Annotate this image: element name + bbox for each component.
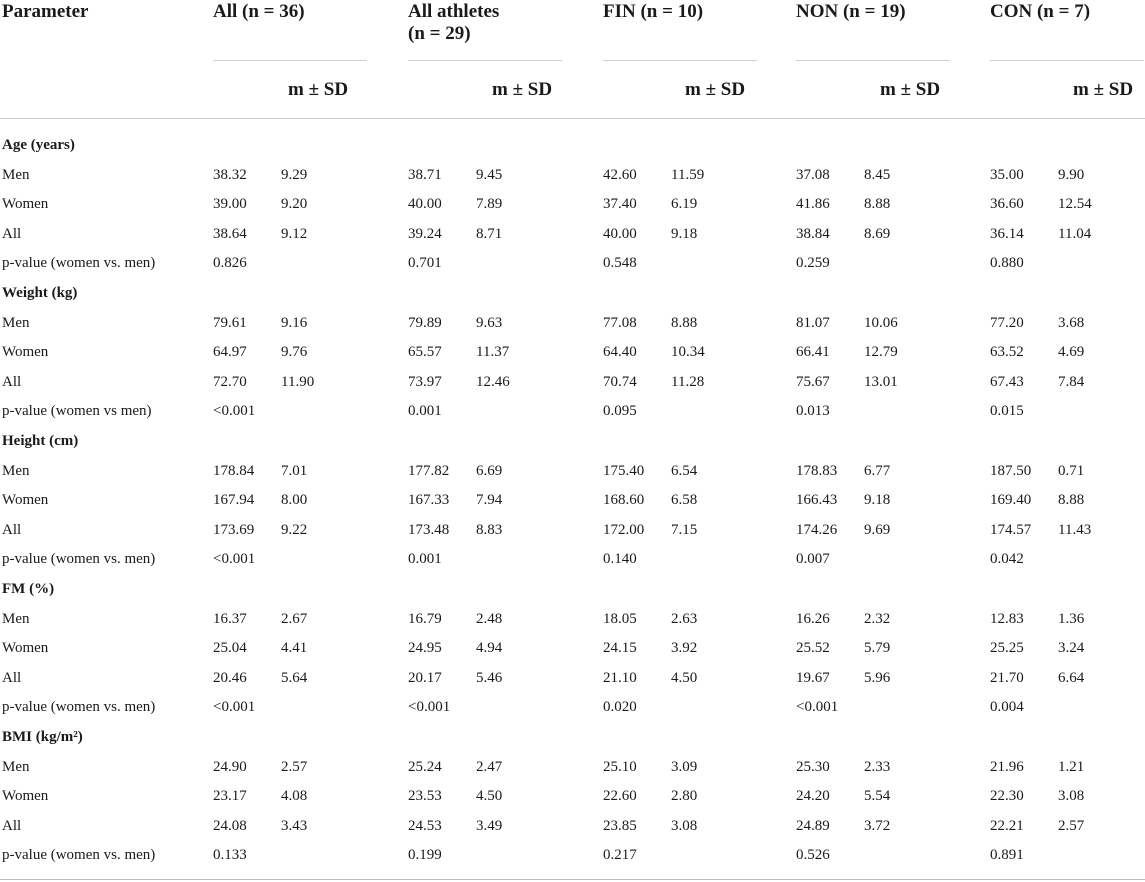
mean-cell: 0.259 [796, 255, 830, 272]
mean-cell: 23.85 [603, 817, 637, 834]
mean-cell: 187.50 [990, 462, 1032, 479]
sd-cell: 2.32 [864, 610, 891, 627]
group-underline [408, 60, 562, 61]
mean-cell: 70.74 [603, 373, 637, 390]
mean-cell: 75.67 [796, 373, 830, 390]
mean-cell: 65.57 [408, 344, 442, 361]
mean-cell: 0.133 [213, 847, 247, 864]
subheader-m-sd: m ± SD [1073, 79, 1134, 100]
mean-cell: 39.00 [213, 196, 247, 213]
row-label: Men [2, 166, 30, 183]
sd-cell: 3.24 [1058, 640, 1085, 657]
subheader-m-sd: m ± SD [880, 79, 941, 100]
sd-cell: 9.29 [281, 166, 308, 183]
table-bottom-rule [0, 879, 1145, 880]
sd-cell: 0.71 [1058, 462, 1085, 479]
sd-cell: 8.83 [476, 521, 503, 538]
mean-cell: 81.07 [796, 314, 830, 331]
sd-cell: 11.59 [671, 166, 705, 183]
subheader-m-sd: m ± SD [685, 79, 746, 100]
mean-cell: 40.00 [603, 225, 637, 242]
sd-cell: 9.18 [671, 225, 698, 242]
sd-cell: 3.09 [671, 758, 698, 775]
mean-cell: 173.69 [213, 521, 255, 538]
row-label: p-value (women vs. men) [2, 551, 156, 568]
sd-cell: 2.67 [281, 610, 308, 627]
table-row [0, 604, 1145, 634]
mean-cell: 77.20 [990, 314, 1024, 331]
mean-cell: 79.61 [213, 314, 247, 331]
mean-cell: 24.95 [408, 640, 442, 657]
mean-cell: 167.94 [213, 492, 255, 509]
mean-cell: 24.90 [213, 758, 247, 775]
sd-cell: 12.79 [864, 344, 898, 361]
mean-cell: 0.548 [603, 255, 637, 272]
section-row [0, 574, 1145, 604]
mean-cell: 0.015 [990, 403, 1024, 420]
mean-cell: 25.30 [796, 758, 830, 775]
mean-cell: 38.32 [213, 166, 247, 183]
header-group-fin: FIN (n = 10) [603, 1, 704, 22]
mean-cell: 79.89 [408, 314, 442, 331]
mean-cell: <0.001 [213, 551, 256, 568]
mean-cell: 24.20 [796, 788, 830, 805]
section-label: Age (years) [2, 137, 75, 153]
mean-cell: 172.00 [603, 521, 645, 538]
row-label: Women [2, 344, 49, 361]
mean-cell: 178.83 [796, 462, 838, 479]
sd-cell: 5.64 [281, 669, 308, 686]
mean-cell: 21.96 [990, 758, 1024, 775]
table-row [0, 781, 1145, 811]
mean-cell: 0.001 [408, 403, 442, 420]
mean-cell: 173.48 [408, 521, 450, 538]
mean-cell: 21.10 [603, 669, 637, 686]
mean-cell: 42.60 [603, 166, 637, 183]
sd-cell: 11.90 [281, 373, 315, 390]
mean-cell: 177.82 [408, 462, 450, 479]
row-label: All [2, 669, 22, 686]
mean-cell: 174.26 [796, 521, 838, 538]
table-row [0, 189, 1145, 219]
table-row [0, 663, 1145, 693]
table-row [0, 515, 1145, 545]
section-label: FM (%) [2, 581, 55, 597]
mean-cell: 37.40 [603, 196, 637, 213]
mean-cell: 23.53 [408, 788, 442, 805]
sd-cell: 11.43 [1058, 521, 1092, 538]
mean-cell: 0.042 [990, 551, 1024, 568]
sd-cell: 8.00 [281, 492, 308, 509]
section-label: Height (cm) [2, 433, 79, 449]
table-row [0, 485, 1145, 515]
table-row [0, 840, 1145, 870]
mean-cell: 0.140 [603, 551, 637, 568]
mean-cell: 174.57 [990, 521, 1032, 538]
header-group-all-athletes: All athletes [408, 1, 500, 22]
table-row [0, 692, 1145, 722]
sd-cell: 3.68 [1058, 314, 1085, 331]
sd-cell: 4.94 [476, 640, 503, 657]
mean-cell: 24.15 [603, 640, 637, 657]
row-label: Men [2, 462, 30, 479]
sd-cell: 4.69 [1058, 344, 1085, 361]
subheader-m-sd: m ± SD [288, 79, 349, 100]
table-row [0, 160, 1145, 190]
sd-cell: 12.46 [476, 373, 510, 390]
sd-cell: 5.46 [476, 669, 503, 686]
sd-cell: 6.77 [864, 462, 891, 479]
mean-cell: 20.46 [213, 669, 247, 686]
mean-cell: 0.880 [990, 255, 1024, 272]
table-row [0, 367, 1145, 397]
row-label: All [2, 373, 22, 390]
sd-cell: 1.36 [1058, 610, 1085, 627]
mean-cell: 0.013 [796, 403, 830, 420]
sd-cell: 7.94 [476, 492, 503, 509]
sd-cell: 8.88 [1058, 492, 1085, 509]
sd-cell: 9.76 [281, 344, 308, 361]
sd-cell: 7.15 [671, 521, 698, 538]
mean-cell: 0.701 [408, 255, 442, 272]
row-label: Men [2, 610, 30, 627]
header-parameter: Parameter [2, 1, 89, 22]
mean-cell: 77.08 [603, 314, 637, 331]
mean-cell: 25.04 [213, 640, 247, 657]
group-underline [796, 60, 950, 61]
mean-cell: 25.10 [603, 758, 637, 775]
sd-cell: 9.69 [864, 521, 891, 538]
header-bottom-rule [0, 118, 1145, 119]
sd-cell: 11.28 [671, 373, 705, 390]
row-label: p-value (women vs. men) [2, 699, 156, 716]
mean-cell: 0.004 [990, 699, 1024, 716]
mean-cell: 37.08 [796, 166, 830, 183]
sd-cell: 8.45 [864, 166, 891, 183]
sd-cell: 8.69 [864, 225, 891, 242]
mean-cell: 0.526 [796, 847, 830, 864]
group-underline [213, 60, 367, 61]
sd-cell: 3.08 [671, 817, 698, 834]
mean-cell: 0.020 [603, 699, 637, 716]
sd-cell: 7.89 [476, 196, 503, 213]
mean-cell: 0.007 [796, 551, 830, 568]
sd-cell: 5.54 [864, 788, 891, 805]
sd-cell: 2.63 [671, 610, 698, 627]
table-row [0, 219, 1145, 249]
sd-cell: 6.69 [476, 462, 503, 479]
mean-cell: 23.17 [213, 788, 247, 805]
sd-cell: 5.96 [864, 669, 891, 686]
sd-cell: 9.20 [281, 196, 308, 213]
sd-cell: 6.19 [671, 196, 698, 213]
row-label: All [2, 521, 22, 538]
mean-cell: 25.24 [408, 758, 442, 775]
mean-cell: 64.40 [603, 344, 637, 361]
subheader-m-sd: m ± SD [492, 79, 553, 100]
header-group-all-athletes-line2: (n = 29) [408, 23, 471, 44]
mean-cell: 25.52 [796, 640, 830, 657]
sd-cell: 9.18 [864, 492, 891, 509]
table-row [0, 752, 1145, 782]
sd-cell: 13.01 [864, 373, 898, 390]
sd-cell: 4.50 [476, 788, 503, 805]
table-row [0, 396, 1145, 426]
row-label: p-value (women vs. men) [2, 847, 156, 864]
mean-cell: 166.43 [796, 492, 838, 509]
table-row [0, 544, 1145, 574]
mean-cell: 72.70 [213, 373, 247, 390]
header-group-all: All (n = 36) [213, 1, 305, 22]
mean-cell: 21.70 [990, 669, 1024, 686]
sd-cell: 2.80 [671, 788, 698, 805]
sd-cell: 3.08 [1058, 788, 1085, 805]
sd-cell: 6.64 [1058, 669, 1085, 686]
header-group-con: CON (n = 7) [990, 1, 1091, 22]
group-underline [603, 60, 757, 61]
sd-cell: 6.58 [671, 492, 698, 509]
mean-cell: 63.52 [990, 344, 1024, 361]
row-label: Men [2, 314, 30, 331]
mean-cell: 12.83 [990, 610, 1024, 627]
sd-cell: 2.57 [1058, 817, 1085, 834]
mean-cell: 0.891 [990, 847, 1024, 864]
table-row [0, 811, 1145, 841]
mean-cell: 178.84 [213, 462, 255, 479]
mean-cell: 16.37 [213, 610, 247, 627]
mean-cell: 73.97 [408, 373, 442, 390]
row-label: Women [2, 196, 49, 213]
sd-cell: 2.33 [864, 758, 891, 775]
mean-cell: 39.24 [408, 225, 442, 242]
sd-cell: 12.54 [1058, 196, 1092, 213]
mean-cell: 38.64 [213, 225, 247, 242]
mean-cell: 24.89 [796, 817, 830, 834]
mean-cell: 0.199 [408, 847, 442, 864]
mean-cell: <0.001 [796, 699, 839, 716]
table-row [0, 456, 1145, 486]
sd-cell: 10.06 [864, 314, 898, 331]
sd-cell: 11.04 [1058, 225, 1092, 242]
mean-cell: 0.095 [603, 403, 637, 420]
row-label: Women [2, 640, 49, 657]
mean-cell: <0.001 [213, 699, 256, 716]
mean-cell: <0.001 [213, 403, 256, 420]
sd-cell: 9.45 [476, 166, 503, 183]
mean-cell: 22.30 [990, 788, 1024, 805]
mean-cell: 16.26 [796, 610, 830, 627]
sd-cell: 5.79 [864, 640, 891, 657]
mean-cell: 169.40 [990, 492, 1032, 509]
mean-cell: 38.84 [796, 225, 830, 242]
mean-cell: 18.05 [603, 610, 637, 627]
table-row [0, 633, 1145, 663]
sd-cell: 6.54 [671, 462, 698, 479]
mean-cell: 0.217 [603, 847, 637, 864]
mean-cell: 67.43 [990, 373, 1024, 390]
mean-cell: 0.001 [408, 551, 442, 568]
sd-cell: 3.72 [864, 817, 891, 834]
mean-cell: 66.41 [796, 344, 830, 361]
row-label: p-value (women vs men) [2, 403, 152, 420]
sd-cell: 1.21 [1058, 758, 1085, 775]
mean-cell: 16.79 [408, 610, 442, 627]
mean-cell: 36.60 [990, 196, 1024, 213]
mean-cell: 24.53 [408, 817, 442, 834]
mean-cell: 25.25 [990, 640, 1024, 657]
sd-cell: 3.92 [671, 640, 698, 657]
sd-cell: 8.88 [671, 314, 698, 331]
mean-cell: 20.17 [408, 669, 442, 686]
mean-cell: 24.08 [213, 817, 247, 834]
mean-cell: 168.60 [603, 492, 645, 509]
mean-cell: 41.86 [796, 196, 830, 213]
row-label: p-value (women vs. men) [2, 255, 156, 272]
section-row [0, 278, 1145, 308]
mean-cell: 167.33 [408, 492, 450, 509]
sd-cell: 8.88 [864, 196, 891, 213]
row-label: All [2, 817, 22, 834]
sd-cell: 9.22 [281, 521, 308, 538]
mean-cell: 38.71 [408, 166, 442, 183]
row-label: All [2, 225, 22, 242]
sd-cell: 4.50 [671, 669, 698, 686]
sd-cell: 7.84 [1058, 373, 1085, 390]
sd-cell: 2.47 [476, 758, 503, 775]
mean-cell: 22.21 [990, 817, 1024, 834]
row-label: Women [2, 492, 49, 509]
sd-cell: 4.08 [281, 788, 308, 805]
sd-cell: 9.90 [1058, 166, 1085, 183]
table-row [0, 308, 1145, 338]
table-row [0, 337, 1145, 367]
section-label: Weight (kg) [2, 285, 78, 301]
sd-cell: 10.34 [671, 344, 705, 361]
row-label: Women [2, 788, 49, 805]
mean-cell: 36.14 [990, 225, 1024, 242]
mean-cell: 0.826 [213, 255, 247, 272]
table-row [0, 248, 1145, 278]
mean-cell: 35.00 [990, 166, 1024, 183]
row-label: Men [2, 758, 30, 775]
group-underline [990, 60, 1144, 61]
section-label: BMI (kg/m²) [2, 729, 83, 745]
sd-cell: 4.41 [281, 640, 308, 657]
mean-cell: 175.40 [603, 462, 645, 479]
sd-cell: 2.48 [476, 610, 503, 627]
mean-cell: 19.67 [796, 669, 830, 686]
mean-cell: 64.97 [213, 344, 247, 361]
section-row [0, 426, 1145, 456]
sd-cell: 9.16 [281, 314, 308, 331]
sd-cell: 8.71 [476, 225, 503, 242]
section-row [0, 130, 1145, 160]
sd-cell: 3.49 [476, 817, 503, 834]
sd-cell: 11.37 [476, 344, 510, 361]
header-group-non: NON (n = 19) [796, 1, 906, 22]
sd-cell: 3.43 [281, 817, 308, 834]
sd-cell: 7.01 [281, 462, 308, 479]
mean-cell: <0.001 [408, 699, 451, 716]
sd-cell: 2.57 [281, 758, 308, 775]
mean-cell: 22.60 [603, 788, 637, 805]
sd-cell: 9.63 [476, 314, 503, 331]
sd-cell: 9.12 [281, 225, 308, 242]
section-row [0, 722, 1145, 752]
mean-cell: 40.00 [408, 196, 442, 213]
